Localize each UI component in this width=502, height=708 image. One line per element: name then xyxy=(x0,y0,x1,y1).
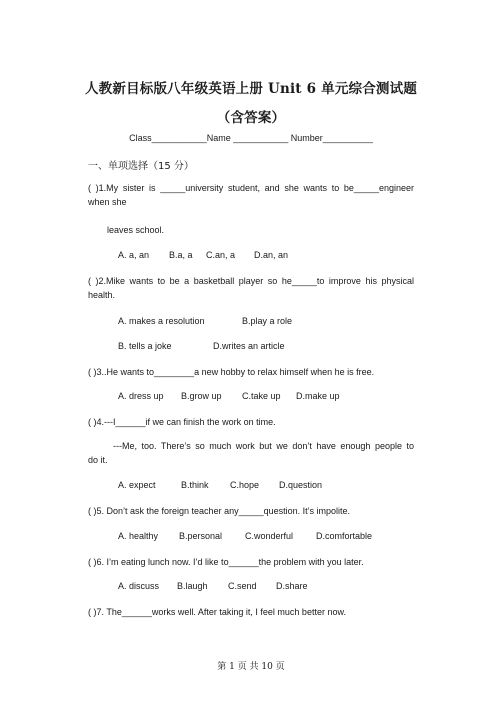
document-title: 人教新目标版八年级英语上册 Unit 6 单元综合测试题 xyxy=(84,81,418,97)
option-d: D.an, an xyxy=(254,250,289,260)
option-b: B.play a role xyxy=(242,316,293,326)
question-7-stem: ( )7. The______works well. After taking it, I feel much better now. xyxy=(88,607,346,617)
question-4-extra-cont: do it. xyxy=(88,455,108,465)
question-3-options xyxy=(118,391,340,401)
question-1-stem: ( )1.My sister is _____university student, and she wants to be_____engineer xyxy=(88,183,414,193)
option-b: B.laugh xyxy=(177,581,208,591)
option-c: B. tells a joke xyxy=(118,341,172,351)
option-c: C.wonderful xyxy=(245,531,294,541)
question-2-stem: ( )2.Mike wants to be a basketball player so he_____to improve his physical xyxy=(88,276,414,286)
option-a: A. dress up xyxy=(118,391,164,401)
question-6-stem: ( )6. I’m eating lunch now. I’d like to______the problem with you later. xyxy=(88,557,364,567)
option-a: A. a, an xyxy=(118,250,150,260)
option-b: B.a, a xyxy=(169,250,193,260)
section-heading: 一、单项选择（15 分） xyxy=(88,161,194,172)
class-name-number-line: Class___________Name ___________ Number__________ xyxy=(129,133,373,143)
option-a: A. discuss xyxy=(118,581,160,591)
option-d: D.comfortable xyxy=(316,531,373,541)
question-5-stem: ( )5. Don’t ask the foreign teacher any_____question. It’s impolite. xyxy=(88,506,350,516)
question-2-stem-cont: health. xyxy=(88,290,116,300)
option-d: D.make up xyxy=(296,391,340,401)
option-c: C.send xyxy=(228,581,257,591)
option-a: A. healthy xyxy=(118,531,159,541)
option-b: B.grow up xyxy=(181,391,222,401)
option-c: C.an, a xyxy=(206,250,236,260)
option-b: B.personal xyxy=(179,531,223,541)
question-4-extra: ---Me, too. There’s so much work but we don’t have enough people to xyxy=(113,441,414,451)
option-d: D.writes an article xyxy=(213,341,285,351)
question-2-options-row2 xyxy=(118,341,285,351)
question-1-extra: leaves school. xyxy=(107,225,165,235)
question-3-stem: ( )3..He wants to________a new hobby to relax himself when he is free. xyxy=(88,367,375,377)
question-6-options xyxy=(118,581,308,591)
option-b: B.think xyxy=(181,480,209,490)
question-5-options xyxy=(118,531,372,541)
option-d: D.question xyxy=(279,480,323,490)
option-c: C.hope xyxy=(230,480,260,490)
page-footer: 第 1 页 共 10 页 xyxy=(217,662,285,672)
option-c: C.take up xyxy=(242,391,281,401)
option-a: A. makes a resolution xyxy=(118,316,205,326)
question-4-options xyxy=(118,480,322,490)
question-4-stem: ( )4.---I______if we can finish the work on time. xyxy=(88,417,276,427)
question-1-stem-cont: when she xyxy=(88,197,127,207)
option-d: D.share xyxy=(276,581,308,591)
question-2-options-row1 xyxy=(118,316,292,326)
document-subtitle: （含答案） xyxy=(216,110,286,126)
question-1-options xyxy=(118,250,288,260)
option-a: A. expect xyxy=(118,480,156,490)
